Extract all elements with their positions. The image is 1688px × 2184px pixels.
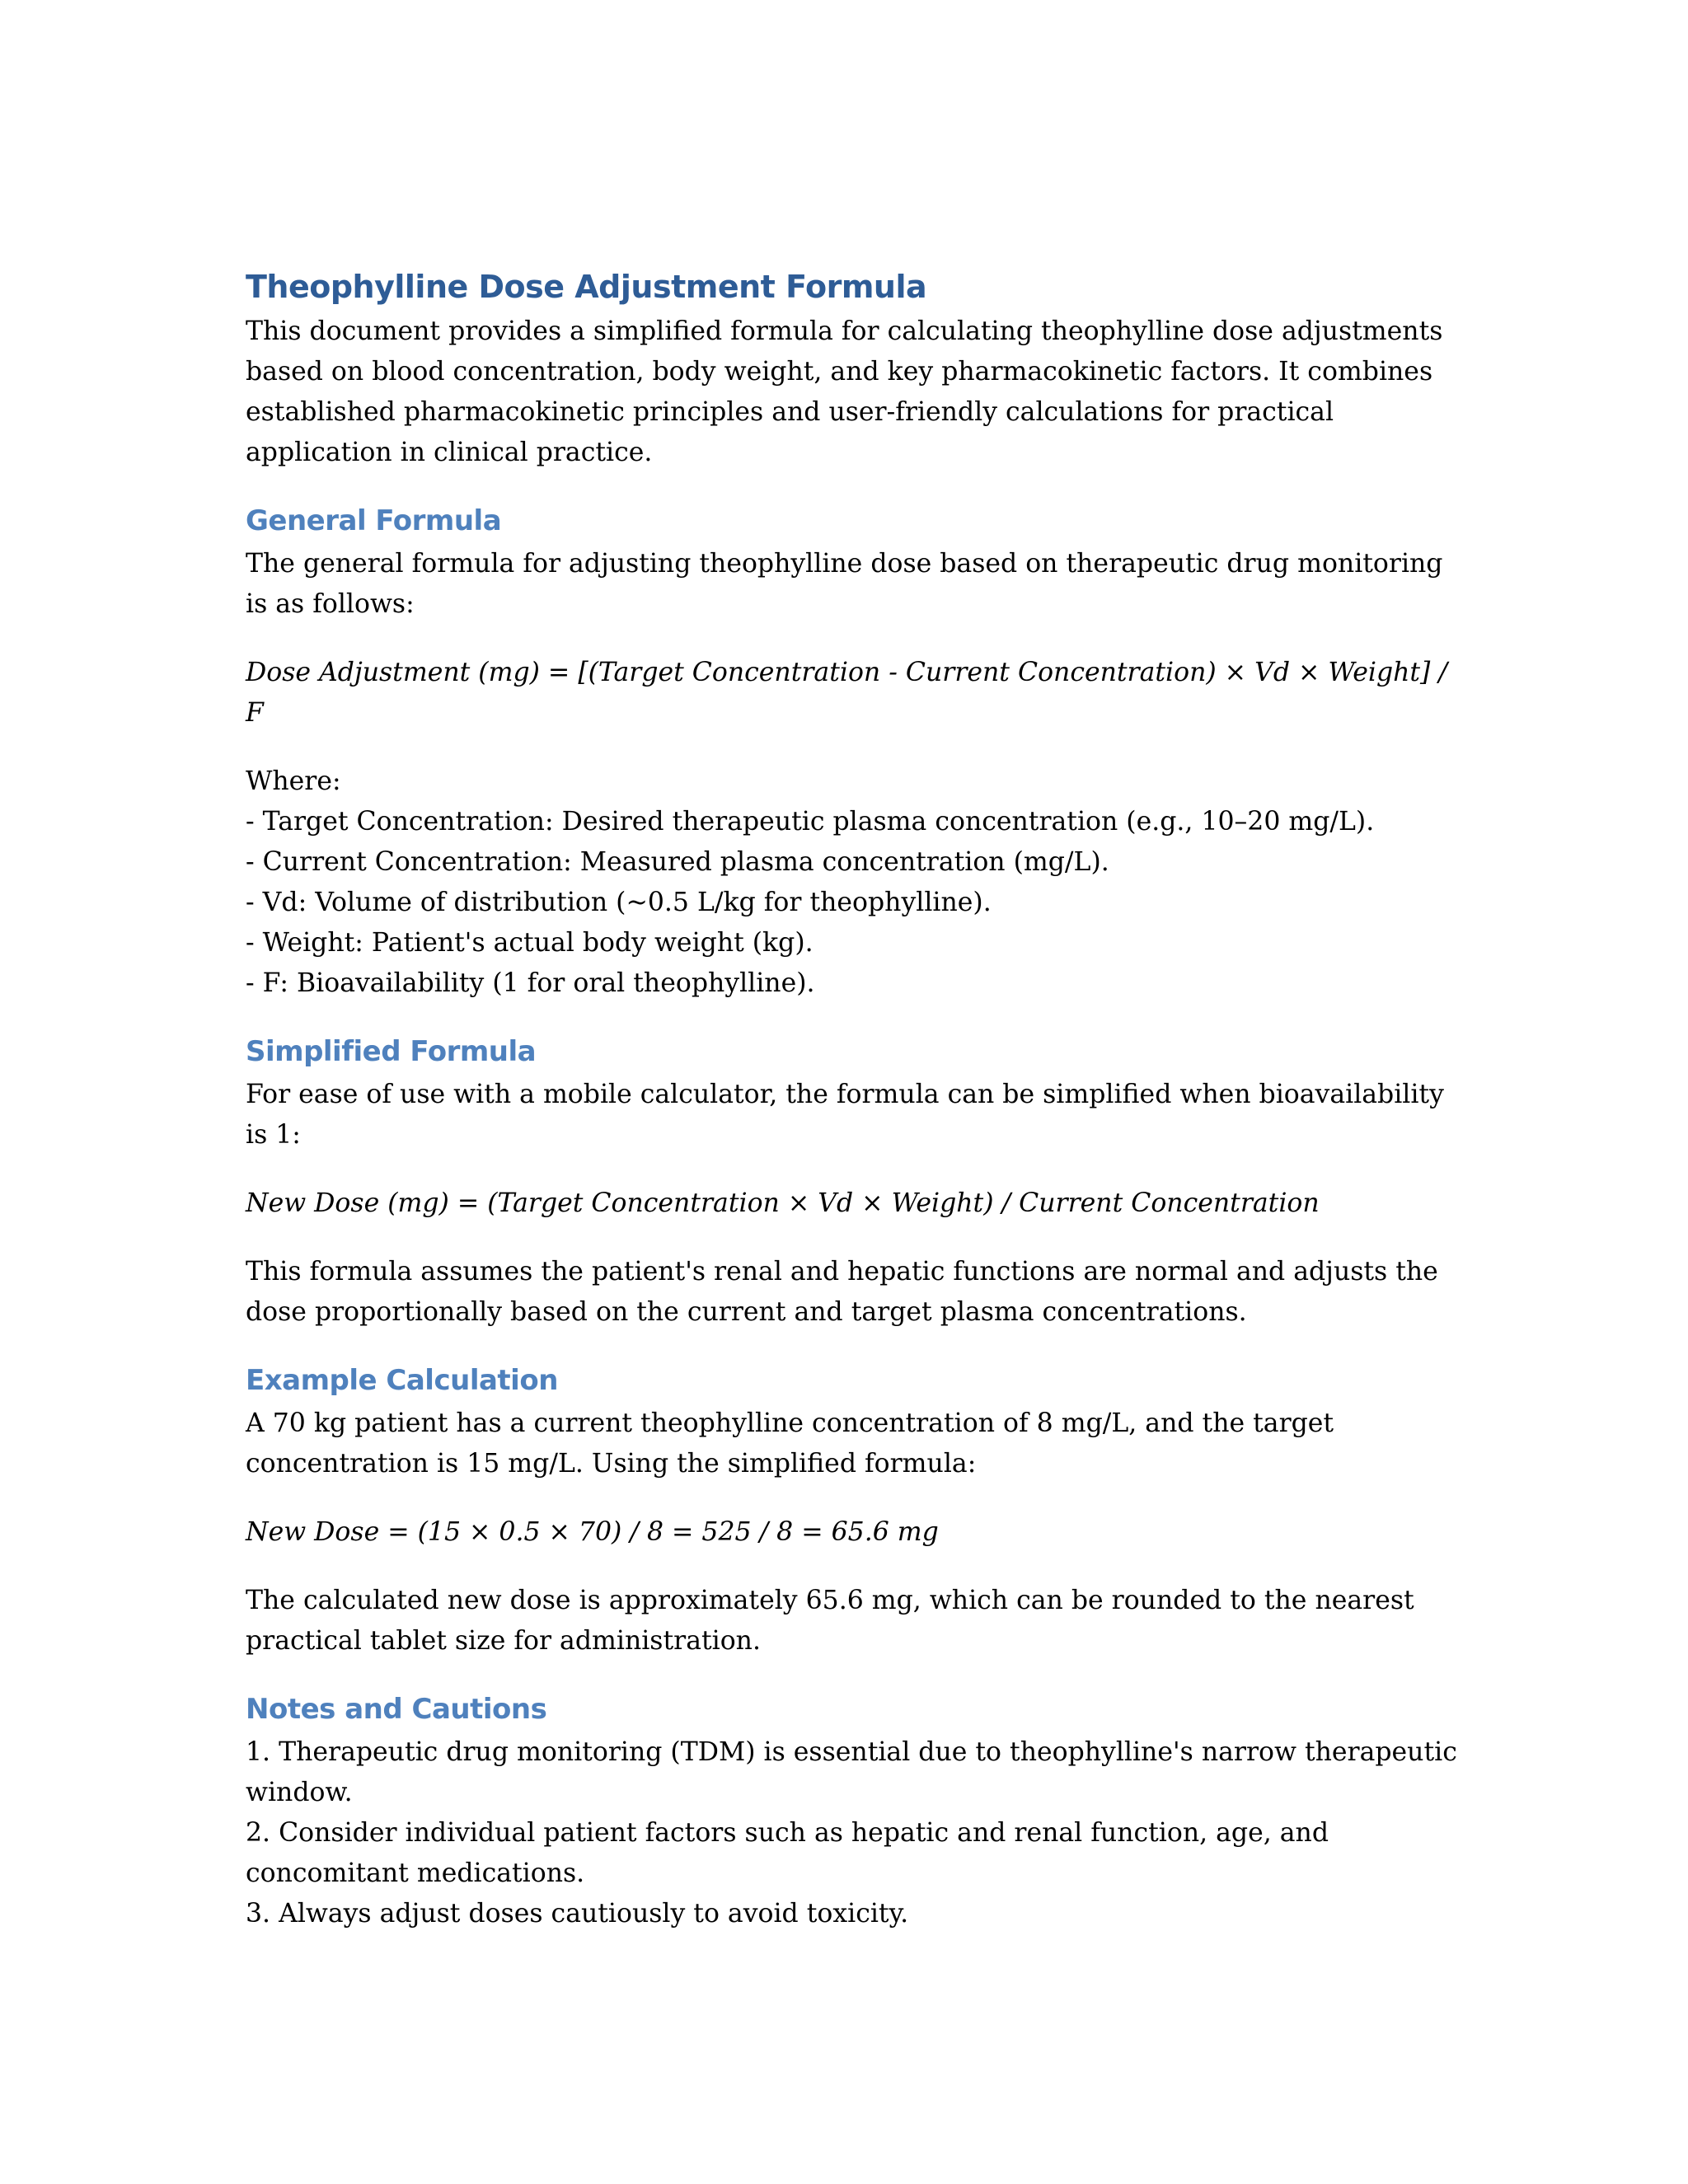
notes-list xyxy=(246,1732,1457,1934)
example-calculation-result: The calculated new dose is approximately 65.6 mg, which can be rounded to the nearest practical tablet size for administration. xyxy=(246,1586,1414,1656)
where-list xyxy=(246,802,1457,1004)
where-item-vd: - Vd: Volume of distribution (~0.5 L/kg for theophylline). xyxy=(246,888,992,917)
where-label: Where: xyxy=(246,766,341,796)
simplified-formula-heading: Simplified Formula xyxy=(246,1035,537,1068)
example-calculation-text: A 70 kg patient has a current theophylline concentration of 8 mg/L, and the target concentration is 15 mg/L. Using the simplified formula: xyxy=(246,1408,1334,1479)
simplified-formula-equation: New Dose (mg) = (Target Concentration × Vd × Weight) / Current Concentration xyxy=(246,1188,1320,1218)
general-formula-text: The general formula for adjusting theophylline dose based on therapeutic drug monitoring is as follows: xyxy=(246,549,1443,619)
document-page xyxy=(246,262,1457,1934)
note-item-patient-factors: 2. Consider individual patient factors such as hepatic and renal function, age, and concomitant medications. xyxy=(246,1818,1329,1888)
simplified-formula-note: This formula assumes the patient's renal and hepatic functions are normal and adjusts the dose proportionally based on the current and target plasma concentrations. xyxy=(246,1257,1438,1327)
note-item-caution: 3. Always adjust doses cautiously to avoid toxicity. xyxy=(246,1899,909,1929)
general-formula-equation: Dose Adjustment (mg) = [(Target Concentration - Current Concentration) × Vd × Weight] / F xyxy=(246,658,1447,728)
document-title: Theophylline Dose Adjustment Formula xyxy=(246,269,927,305)
where-item-f: - F: Bioavailability (1 for oral theophylline). xyxy=(246,968,815,998)
where-item-weight: - Weight: Patient's actual body weight (kg). xyxy=(246,928,814,958)
general-formula-heading: General Formula xyxy=(246,504,502,537)
where-item-target: - Target Concentration: Desired therapeutic plasma concentration (e.g., 10–20 mg/L). xyxy=(246,807,1375,837)
example-calculation-equation: New Dose = (15 × 0.5 × 70) / 8 = 525 / 8 = 65.6 mg xyxy=(246,1517,939,1547)
note-item-tdm: 1. Therapeutic drug monitoring (TDM) is essential due to theophylline's narrow therapeutic window. xyxy=(246,1737,1457,1807)
example-calculation-heading: Example Calculation xyxy=(246,1364,558,1397)
intro-paragraph: This document provides a simplified formula for calculating theophylline dose adjustments based on blood concentration, body weight, and key pharmacokinetic factors. It combines established pharmacokinetic principles and user-friendly calculations for practical application in clinical practice. xyxy=(246,316,1443,467)
simplified-formula-text: For ease of use with a mobile calculator, the formula can be simplified when bioavailability is 1: xyxy=(246,1080,1444,1150)
notes-heading: Notes and Cautions xyxy=(246,1693,547,1726)
where-item-current: - Current Concentration: Measured plasma concentration (mg/L). xyxy=(246,847,1109,877)
